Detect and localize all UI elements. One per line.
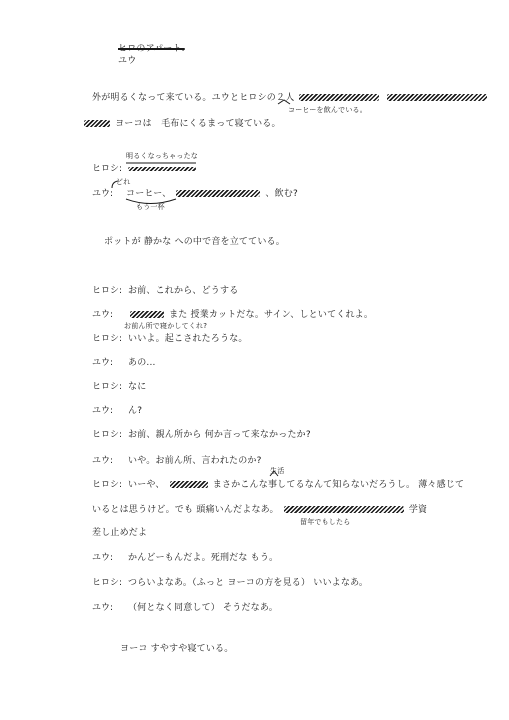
dialogue-line: お前、これから、どうする [128,286,239,296]
stage-direction-1-line2-text: ヨーコは 毛布にくるまって寝ている。 [115,119,281,129]
speaker-label: ユウ: [92,603,114,613]
speaker-label: ヒロシ: [92,164,123,174]
dialogue-line: あの... [128,358,156,368]
scene-character: ユウ [118,56,137,66]
speaker-label: ユウ: [92,310,114,320]
speaker-label: ヒロシ: [92,286,123,296]
dialogue-insert: お前ん所で寝かしてくれ? [124,322,208,330]
hiroshi-insert: 明るくなっちゃったな [126,152,198,160]
dialogue-line: つらいよなあ。（ふっと ヨーコの方を見る） いいよなあ。 [128,578,369,588]
speaker-label: ユウ: [92,189,114,199]
speaker-label: ヒロシ: [92,334,123,344]
dialogue-line-text: また 授業カットだな。サイン、しといてくれよ。 [169,310,374,320]
dialogue-line-text: いるとは思うけど。でも 頭痛いんだよなあ。 [92,505,279,515]
dialogue-line-tail: 薄々感じて [418,480,465,490]
speaker-label: ユウ: [92,553,114,563]
dialogue-line-tail: 学資 [408,505,428,515]
dialogue-line: なに [128,382,147,392]
dialogue-line: お前、親ん所から 何か言って来なかったか? [128,430,311,440]
yuu-line-text: コーヒー、 [126,189,172,199]
dialogue-insert: 留年でもしたら [300,518,351,526]
dialogue-line-text: いーや、 [128,480,165,490]
yuu-below: もう一杯 [136,203,165,211]
speaker-label: ヒロシ: [92,480,123,490]
dialogue-line: ん? [128,406,143,416]
speaker-label: ユウ: [92,358,114,368]
yuu-line-tail: 、飲む? [265,189,298,199]
speaker-label: ヒロシ: [92,382,123,392]
bracket-arc [126,199,176,204]
closing-direction: ヨーコ すやすや寝ている。 [120,644,234,654]
dialogue-line-text2: まさかこんな事してるなんて知らないだろうし。 [212,480,416,490]
dialogue-insert: 生活 [270,467,285,475]
speaker-label: ヒロシ: [92,578,123,588]
scene-place-text: ヒロのアパート. [118,44,185,54]
insertion-caret [270,471,278,476]
stage-direction-1-text: 外が明るくなって来ている。ユウとヒロシの２人 [92,93,295,103]
speaker-label: ユウ: [92,456,114,466]
dialogue-line: かんどーもんだよ。死刑だな もう。 [128,553,279,563]
speaker-label: ユウ: [92,406,114,416]
dialogue-line: （何となく同意して） そうだなあ。 [128,603,278,613]
yuu-small: どれ [116,178,131,186]
insertion-caret [278,100,290,104]
speaker-label: ヒロシ: [92,430,123,440]
dialogue-line: いいよ。起こされたろうな。 [128,334,248,344]
stage-direction-1-insert: コーヒーを飲んでいる。 [288,106,367,114]
insertion-caret [112,181,118,188]
dialogue-line: 差し止めだよ [92,528,148,538]
stage-direction-2: ポットが 静かな への中で音を立てている。 [104,237,285,247]
dialogue-line: いや。お前ん所、言われたのか? [128,456,262,466]
